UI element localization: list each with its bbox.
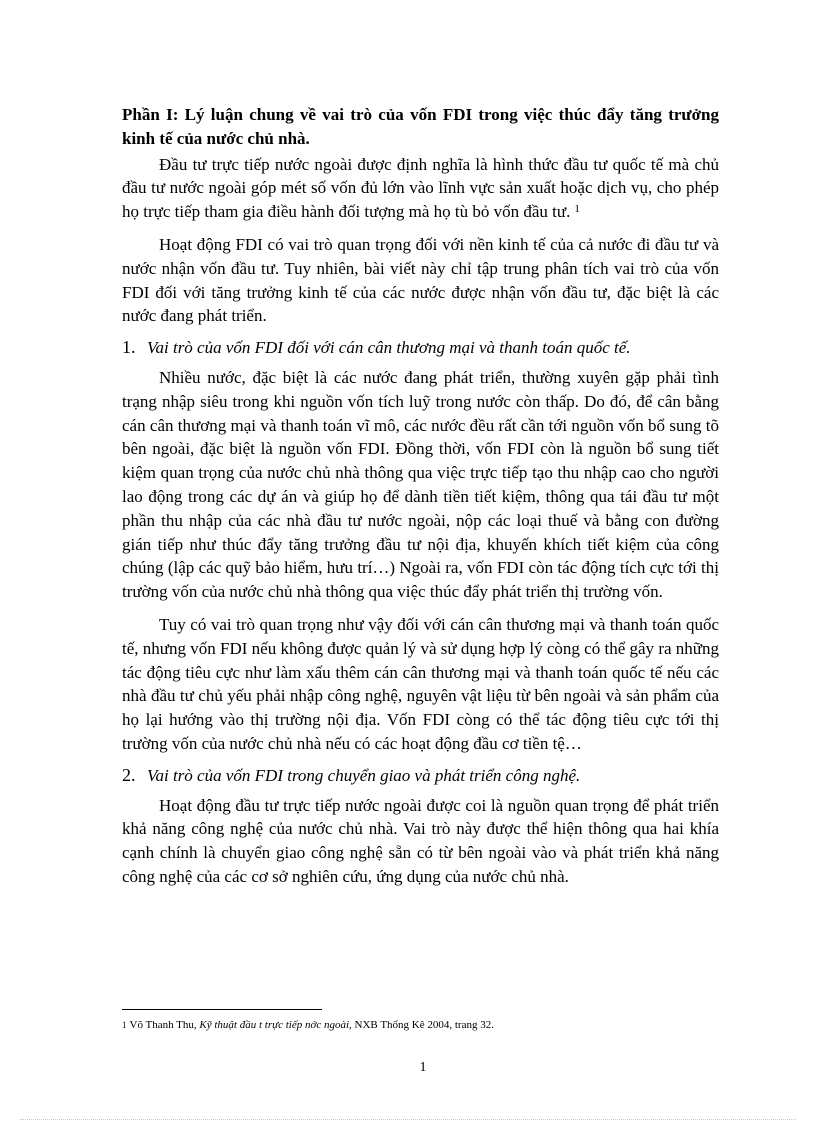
subheading-2-text: Vai trò của vốn FDI trong chuyển giao và phát triển công nghệ. — [147, 765, 581, 785]
footnote-title: Kỹ thuật đầu t trực tiếp nớc ngoài — [199, 1019, 350, 1031]
subheading-1 — [122, 336, 719, 360]
subheading-1-number: 1. — [122, 337, 136, 358]
main-text — [122, 103, 719, 898]
paragraph-technology: Hoạt động đầu tư trực tiếp nước ngoài được coi là nguồn quan trọng để phát triển khả năng công nghệ của nước chủ nhà. Vai trò này được thể hiện thông qua hai khía cạnh chính là chuyển giao công nghệ sẵn có từ bên ngoài vào và phát triển khả năng công nghệ của các cơ sở nghiên cứu, ứng dụng của nước chủ nhà. — [122, 795, 719, 886]
footnote-separator — [122, 1009, 322, 1010]
paragraph-definition — [122, 153, 719, 224]
paragraph-negative-effects: Tuy có vai trò quan trọng như vậy đối với cán cân thương mại và thanh toán quốc tế, nhưng vốn FDI nếu không được quản lý và sử dụng hợp lý còng có thể gây ra những tác động tiêu cực như làm xấu thêm cán cân thương mại và thanh toán quốc tế nếu các nhà đầu tư chủ yếu phải nhập công nghệ, nguyên vật liệu từ bên ngoài và sản phẩm của họ lại hướng vào thị trường nội địa. Vốn FDI còng có thể tác động tiêu cực tới thị trường vốn của nước chủ nhà nếu có các hoạt động đầu cơ tiền tệ… — [122, 614, 719, 753]
page-number: 1 — [419, 1060, 427, 1075]
footnote — [122, 1018, 494, 1032]
paragraph-definition-text: Đầu tư trực tiếp nước ngoài được định nghĩa là hình thức đầu tư quốc tế mà chủ đầu tư nước ngoài góp mét số vốn đủ lớn vào lĩnh vực sản xuất hoặc dịch vụ, cho phép họ trực tiếp tham gia điều hành đối tượng mà họ tù bỏ vốn đầu tư. — [122, 154, 719, 222]
footnote-reference[interactable]: 1 — [574, 203, 580, 216]
paragraph-trade-balance: Nhiều nước, đặc biệt là các nước đang phát triển, thường xuyên gặp phải tình trạng nhập siêu trong khi nguồn vốn tích luỹ trong nước còn thấp. Do đó, để cân bằng cán cân thương mại và thanh toán vĩ mô, các nước đều rất cần tới nguồn vốn bổ sung tõ bên ngoài, đặc biệt là nguồn vốn FDI. Đồng thời, vốn FDI còn là nguồn bổ sung tiết kiệm quan trọng của nước chủ nhà thông qua việc trực tiếp tạo thu nhập cao cho người lao động trong các dự án và giúp họ để dành tiền tiết kiệm, thông qua tái đầu tư một phần thu nhập của các nhà đầu tư nước ngoài, nộp các loại thuế và bằng con đường gián tiếp như thúc đẩy tăng trưởng đầu tư nội địa, khuyến khích tiết kiệm của công chúng (lập các quỹ bảo hiểm, hưu trí…) Ngoài ra, vốn FDI còn tác động tích cực tới thị trường vốn của nước chủ nhà thông qua việc thúc đẩy phát triển thị trường vốn. — [122, 367, 719, 602]
section-heading: Phần I: Lý luận chung về vai trò của vốn FDI trong việc thúc đẩy tăng trưởng kinh tế của nước chủ nhà. — [122, 105, 719, 148]
subheading-1-text: Vai trò của vốn FDI đối với cán cân thương mại và thanh toán quốc tế. — [147, 338, 631, 358]
footnote-author: Võ Thanh Thu, — [129, 1019, 200, 1031]
footnote-rest: , NXB Thống Kê 2004, trang 32. — [349, 1019, 494, 1031]
footnote-mark: 1 — [122, 1020, 127, 1030]
paragraph-fdi-role: Hoạt động FDI có vai trò quan trọng đối với nền kinh tế của cả nước đi đầu tư và nước nhận vốn đầu tư. Tuy nhiên, bài viết này chỉ tập trung phân tích vai trò của vốn FDI đối với tăng trưởng kinh tế của các nước được nhận vốn đầu tư, đặc biệt là các nước đang phát triển. — [122, 234, 719, 326]
page-bottom-edge — [20, 1119, 796, 1120]
subheading-2 — [122, 764, 719, 788]
subheading-2-number: 2. — [122, 764, 136, 785]
